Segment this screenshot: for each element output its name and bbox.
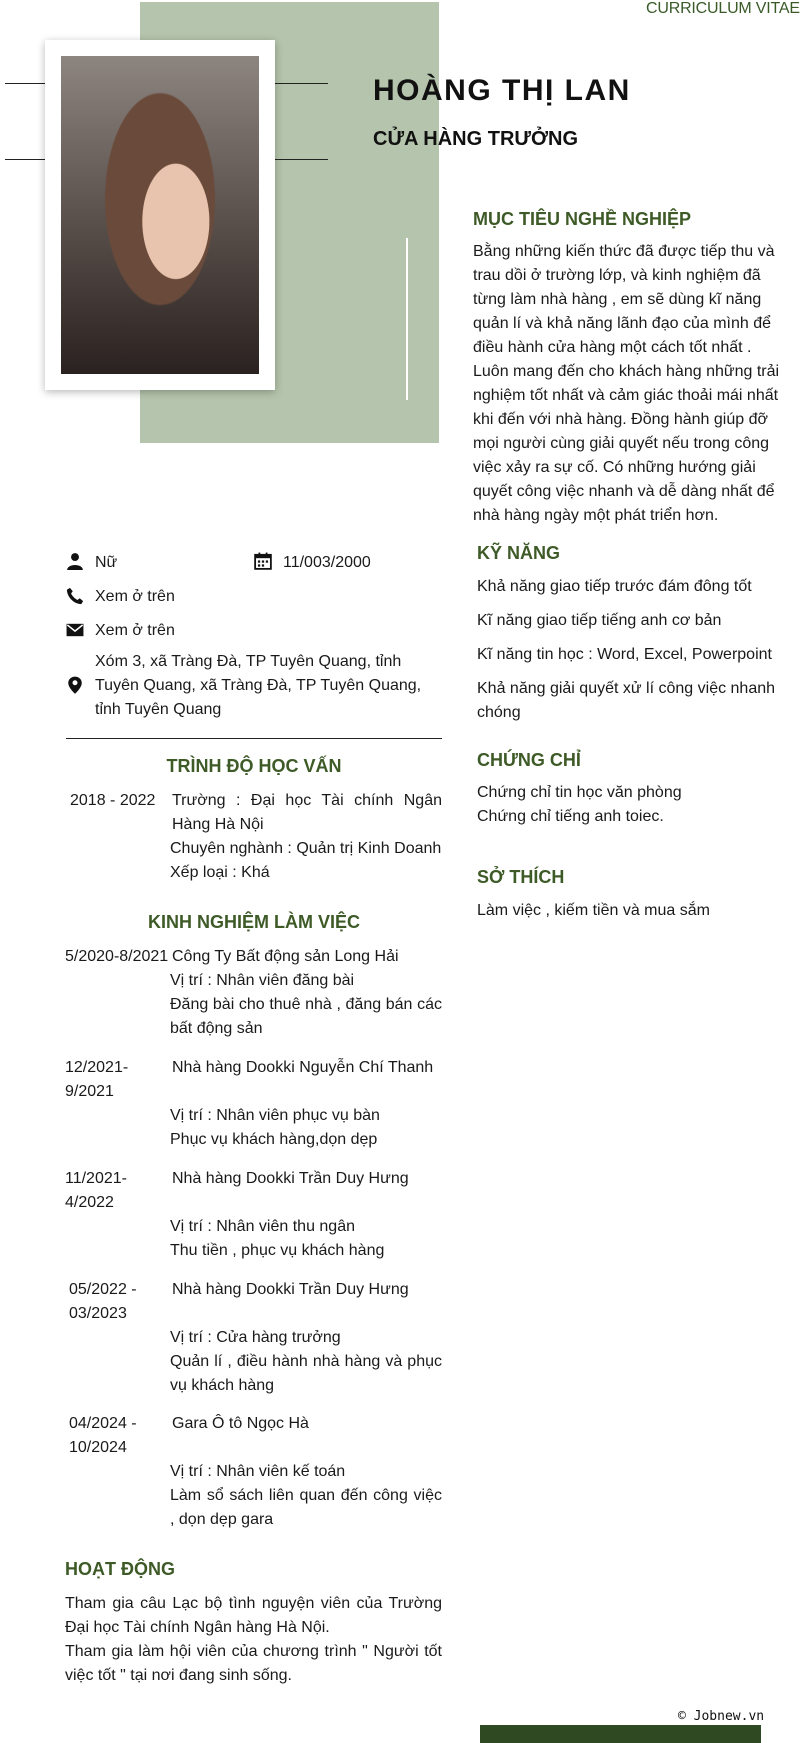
cv-label: CURRICULUM VITAE — [646, 0, 800, 17]
experience-description: Làm sổ sách liên quan đến công việc , dọn dẹp gara — [170, 1487, 442, 1528]
education-school: Trường : Đại học Tài chính Ngân Hàng Hà Nội — [172, 792, 442, 833]
info-divider — [66, 738, 442, 739]
dob-value: 11/003/2000 — [283, 554, 371, 571]
skill-item: Khả năng giao tiếp trước đám đông tốt — [477, 578, 752, 595]
experience-period: 04/2024 - 10/2024 — [69, 1415, 137, 1456]
skills-title: KỸ NĂNG — [477, 543, 561, 563]
map-pin-icon — [66, 676, 84, 694]
education-title: TRÌNH ĐỘ HỌC VẤN — [166, 756, 342, 776]
experience-company: Công Ty Bất động sản Long Hải — [172, 948, 399, 965]
experience-company: Gara Ô tô Ngọc Hà — [172, 1415, 309, 1432]
experience-company: Nhà hàng Dookki Nguyễn Chí Thanh — [172, 1059, 434, 1076]
activities-title: HOẠT ĐỘNG — [65, 1559, 175, 1579]
experience-description: Quản lí , điều hành nhà hàng và phục vụ khách hàng — [170, 1353, 442, 1394]
experience-period: 11/2021- 4/2022 — [65, 1170, 127, 1211]
experience-position: Vị trí : Nhân viên kế toán — [170, 1463, 346, 1480]
phone-value: Xem ở trên — [95, 588, 175, 605]
experience-position: Vị trí : Nhân viên đăng bài — [170, 972, 355, 989]
candidate-name: HOÀNG THỊ LAN — [373, 74, 631, 107]
experience-company: Nhà hàng Dookki Trần Duy Hưng — [172, 1170, 409, 1187]
objective-title: MỤC TIÊU NGHỀ NGHIỆP — [473, 209, 692, 229]
vertical-divider — [406, 238, 408, 400]
calendar-icon — [254, 552, 272, 570]
skill-item: Kĩ năng giao tiếp tiếng anh cơ bản — [477, 612, 722, 629]
experience-position: Vị trí : Nhân viên thu ngân — [170, 1218, 355, 1235]
profile-photo — [61, 56, 259, 374]
education-period: 2018 - 2022 — [70, 792, 156, 809]
activities-text-1: Tham gia câu Lạc bộ tình nguyện viên của Trường Đại học Tài chính Ngân hàng Hà Nội. — [65, 1595, 442, 1636]
certificates-title: CHỨNG CHỈ — [477, 750, 581, 770]
address-value: Xóm 3, xã Tràng Đà, TP Tuyên Quang, tỉnh Tuyên Quang, xã Tràng Đà, TP Tuyên Quang, tỉnh Tuyên Quang — [95, 653, 422, 718]
skill-item: Kĩ năng tin học : Word, Excel, Powerpoint — [477, 646, 772, 663]
experience-position: Vị trí : Nhân viên phục vụ bàn — [170, 1107, 380, 1124]
experience-period: 5/2020-8/2021 — [65, 948, 169, 965]
email-value: Xem ở trên — [95, 622, 175, 639]
skill-item: Khả năng giải quyết xử lí công việc nhanh chóng — [477, 680, 776, 721]
certificate-item: Chứng chỉ tiếng anh toiec. — [477, 808, 664, 825]
candidate-role: CỬA HÀNG TRƯỞNG — [373, 128, 579, 150]
education-major: Chuyên nghành : Quản trị Kinh Doanh — [170, 840, 442, 857]
experience-company: Nhà hàng Dookki Trần Duy Hưng — [172, 1281, 409, 1298]
objective-text: Bằng những kiến thức đã được tiếp thu và trau dồi ở trường lớp, và kinh nghiệm đã từng làm nhà hàng , em sẽ dùng kĩ năng quản lí và khả năng lãnh đạo của mình để điều hành cửa hàng một cách tốt nhất . Luôn mang đến cho khách hàng những trải nghiệm tốt nhất và cảm giác thoải mái nhất khi đến với nhà hàng. Đồng hành giúp đỡ mọi người cùng giải quyết nếu trong công việc xảy ra sự cố. Có những hướng giải quyết công việc nhanh và dễ dàng nhất để nhà hàng ngày một phát triển hơn. — [473, 243, 780, 524]
user-icon — [66, 552, 84, 570]
hobbies-title: SỞ THÍCH — [477, 867, 565, 887]
experience-title: KINH NGHIỆM LÀM VIỆC — [147, 912, 360, 932]
experience-position: Vị trí : Cửa hàng trưởng — [170, 1329, 341, 1346]
phone-icon — [66, 587, 84, 605]
profile-photo-frame — [45, 40, 275, 390]
watermark: © Jobnew.vn — [678, 1709, 765, 1724]
footer-bar — [480, 1725, 761, 1743]
envelope-icon — [66, 621, 84, 639]
experience-period: 05/2022 - 03/2023 — [69, 1281, 137, 1322]
experience-period: 12/2021- 9/2021 — [65, 1059, 129, 1100]
certificate-item: Chứng chỉ tin học văn phòng — [477, 784, 682, 801]
experience-description: Thu tiền , phục vụ khách hàng — [170, 1242, 385, 1259]
activities-text-2: Tham gia làm hội viên của chương trình " Người tốt việc tốt " tại nơi đang sinh sống. — [65, 1643, 442, 1684]
education-rank: Xếp loại : Khá — [170, 864, 270, 881]
gender-value: Nữ — [95, 554, 118, 571]
experience-description: Đăng bài cho thuê nhà , đăng bán các bất động sản — [170, 996, 442, 1037]
hobbies-text: Làm việc , kiếm tiền và mua sắm — [477, 902, 710, 919]
experience-description: Phục vụ khách hàng,dọn dẹp — [170, 1131, 378, 1148]
